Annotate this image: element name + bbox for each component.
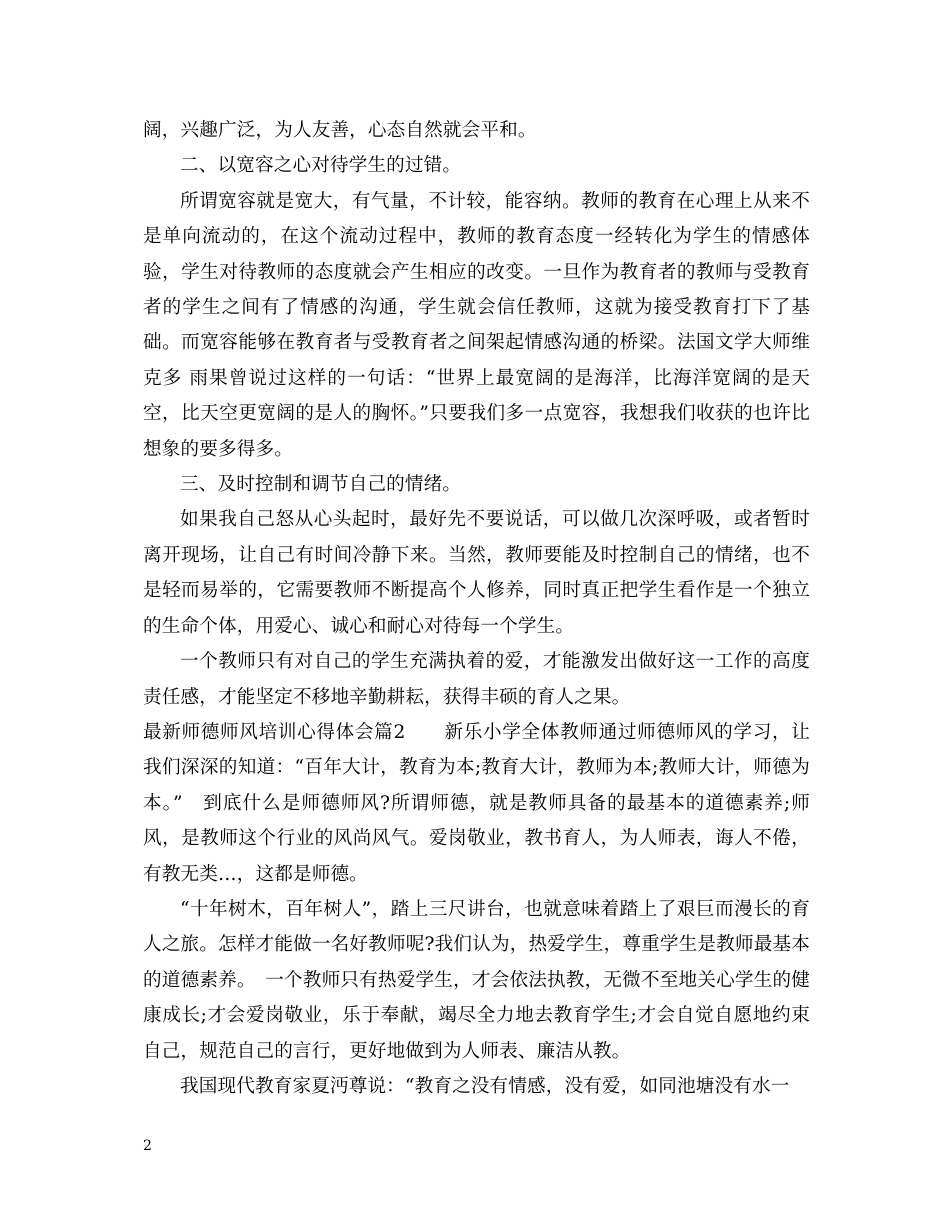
paragraph-love-students: 一个教师只有对自己的学生充满执着的爱，才能激发出做好这一工作的高度责任感，才能坚定不移地辛勤耕耘，获得丰硕的育人之果。 [143,651,810,708]
paragraph-quote: 我国现代教育家夏沔尊说：“教育之没有情感，没有爱，如同池塘没有水一 [180,1075,790,1097]
paragraph-1: 阔，兴趣广泛，为人友善，心态自然就会平和。 [143,120,537,141]
paragraph-article-2: 最新师德师风培训心得体会篇2 新乐小学全体教师通过师德师风的学习，让我们深深的知道：“百年大计，教育为本;教育大计，教师为本;教师大计，师德为本。” 到底什么是师德师风?所谓师德，就是教师具备的最基本的道德素养;师风，是教师这个行业的风尚风气。爱岗敬业，教书育人，为人师表，诲人不倦，有教无类…，这都是师德。 [143,721,810,885]
section-heading-2: 二、以宽容之心对待学生的过错。 [180,155,462,177]
paragraph-tolerance: 所谓宽容就是宽大，有气量，不计较，能容纳。教师的教育在心理上从来不是单向流动的，在这个流动过程中，教师的教育态度一经转化为学生的情感体验，学生对待教师的态度就会产生相应的改变。一旦作为教育者的教师与受教育者的学生之间有了情感的沟通，学生就会信任教师，这就为接受教育打下了基础。而宽容能够在教育者与受教育者之间架起情感沟通的桥梁。法国文学大师维克多 雨果曾说过这样的一句话：“世界上最宽阔的是海洋，比海洋宽阔的是天空，比天空更宽阔的是人的胸怀。”只要我们多一点宽容，我想我们收获的也许比想象的要多得多。 [143,190,810,460]
document-body [143,113,810,1104]
paragraph-ten-years: “十年树木，百年树人”，踏上三尺讲台，也就意味着踏上了艰巨而漫长的育人之旅。怎样才能做一名好教师呢?我们认为，热爱学生，尊重学生是教师最基本的道德素养。 一个教师只有热爱学生，才会依法执教，无微不至地关心学生的健康成长;才会爱岗敬业，乐于奉献，竭尽全力地去教育学生;才会自觉自愿地约束自己，规范自己的言行，更好地做到为人师表、廉洁从教。 [143,898,810,1062]
paragraph-emotion-control: 如果我自己怒从心头起时，最好先不要说话，可以做几次深呼吸，或者暂时离开现场，让自己有时间冷静下来。当然，教师要能及时控制自己的情绪，也不是轻而易举的，它需要教师不断提高个人修养，同时真正把学生看作是一个独立的生命个体，用爱心、诚心和耐心对待每一个学生。 [143,509,810,637]
section-heading-3: 三、及时控制和调节自己的情绪。 [180,474,462,496]
page-number: 2 [143,1138,152,1154]
